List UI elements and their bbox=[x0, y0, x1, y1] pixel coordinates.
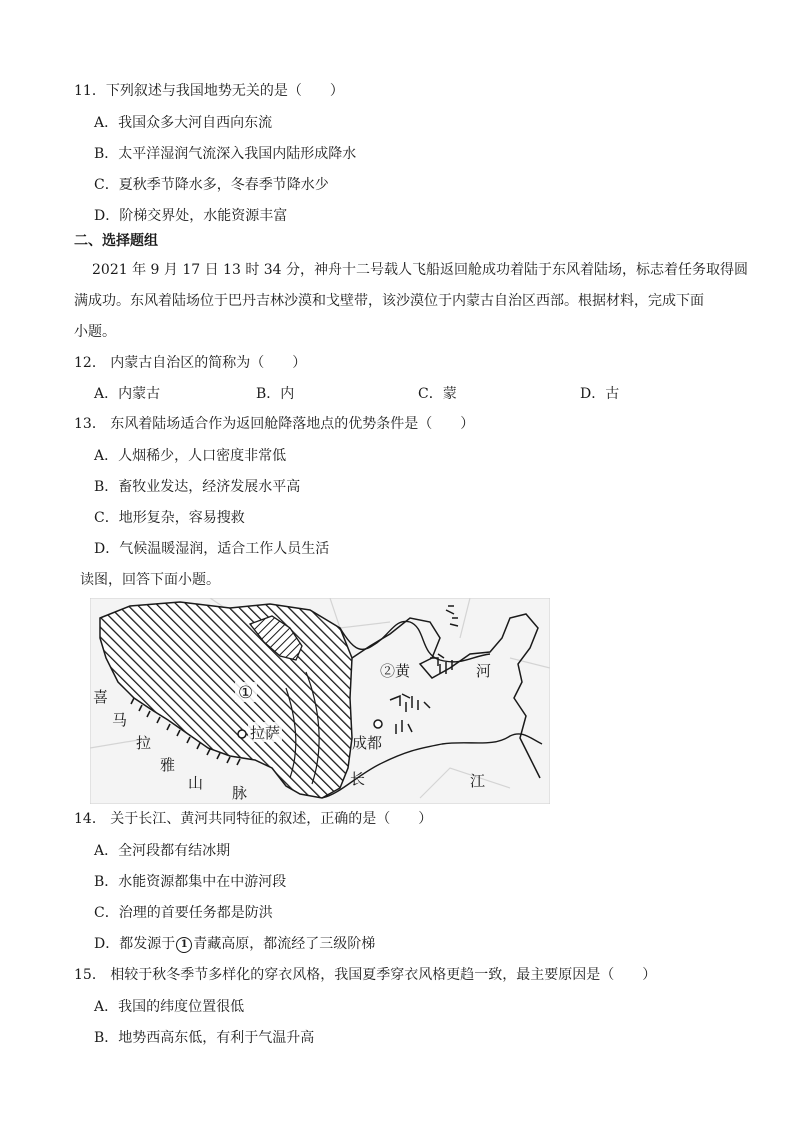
q11-option-b: B．太平洋湿润气流深入我国内陆形成降水 bbox=[94, 146, 357, 162]
map-label-jiang: 江 bbox=[470, 772, 486, 790]
passage2-text: 读图，回答下面小题。 bbox=[80, 572, 220, 588]
q11-stem: 11．下列叙述与我国地势无关的是（ ） bbox=[74, 83, 344, 99]
map-label-region1: ① bbox=[238, 683, 254, 703]
q14-option-a: A．全河段都有结冰期 bbox=[94, 843, 231, 859]
q12-stem: 12． 内蒙古自治区的简称为（ ） bbox=[74, 355, 307, 371]
china-terrain-map bbox=[90, 598, 550, 804]
q14-option-b: B．水能资源都集中在中游河段 bbox=[94, 874, 287, 890]
map-label-lhasa: 拉萨 bbox=[250, 724, 281, 742]
q13-option-a: A．人烟稀少，人口密度非常低 bbox=[94, 448, 287, 464]
map-label-shan: 山 bbox=[188, 774, 204, 792]
q15-option-b: B．地势西高东低，有利于气温升高 bbox=[94, 1030, 315, 1046]
q13-option-c: C．地形复杂，容易搜救 bbox=[94, 510, 245, 526]
q11-option-c: C．夏秋季节降水多，冬春季节降水少 bbox=[94, 177, 329, 193]
passage1-line1: 2021 年 9 月 17 日 13 时 34 分，神舟十二号载人飞船返回舱成功着陆于东风着陆场，标志着任务取得圆 bbox=[92, 262, 749, 278]
q13-stem: 13． 东风着陆场适合作为返回舱降落地点的优势条件是（ ） bbox=[74, 416, 475, 432]
passage1-line2: 满成功。东风着陆场位于巴丹吉林沙漠和戈壁带，该沙漠位于内蒙古自治区西部。根据材料，完成下面 bbox=[74, 293, 704, 309]
q14-option-d-pre: D．都发源于 bbox=[94, 936, 176, 952]
map-label-xi: 喜 bbox=[93, 688, 109, 706]
chengdu-marker bbox=[374, 720, 382, 728]
map-label-ya: 雅 bbox=[160, 756, 176, 774]
q12-option-d: D．古 bbox=[580, 386, 620, 402]
q12-option-a: A．内蒙古 bbox=[94, 386, 161, 402]
map-label-region2: ②黄 bbox=[380, 662, 411, 680]
q14-option-d bbox=[94, 934, 375, 954]
q12-options bbox=[0, 384, 794, 404]
map-label-mai: 脉 bbox=[232, 784, 248, 802]
q12-option-b: B．内 bbox=[256, 386, 295, 402]
circled-one-mark: 1 bbox=[176, 937, 192, 953]
q15-stem: 15． 相较于秋冬季节多样化的穿衣风格，我国夏季穿衣风格更趋一致，最主要原因是（ ） bbox=[74, 967, 657, 983]
map-label-chengdu: 成都 bbox=[352, 734, 383, 752]
section-title: 二、选择题组 bbox=[74, 233, 158, 249]
q14-stem: 14． 关于长江、黄河共同特征的叙述，正确的是（ ） bbox=[74, 811, 433, 827]
q15-option-a: A．我国的纬度位置很低 bbox=[94, 999, 245, 1015]
map-label-ma: 马 bbox=[112, 711, 128, 729]
map-label-la: 拉 bbox=[136, 734, 152, 752]
q14-option-c: C．治理的首要任务都是防洪 bbox=[94, 905, 273, 921]
q13-option-b: B．畜牧业发达，经济发展水平高 bbox=[94, 479, 301, 495]
q11-option-a: A．我国众多大河自西向东流 bbox=[94, 115, 273, 131]
q12-option-c: C．蒙 bbox=[418, 386, 457, 402]
map-label-he: 河 bbox=[476, 662, 492, 680]
q11-option-d: D．阶梯交界处，水能资源丰富 bbox=[94, 208, 288, 224]
passage1-line3: 小题。 bbox=[74, 324, 116, 340]
q14-option-d-post: 青藏高原，都流经了三级阶梯 bbox=[193, 936, 376, 952]
q13-option-d: D．气候温暖湿润，适合工作人员生活 bbox=[94, 541, 330, 557]
lhasa-marker bbox=[238, 730, 246, 738]
map-label-chang: 长 bbox=[350, 770, 366, 788]
